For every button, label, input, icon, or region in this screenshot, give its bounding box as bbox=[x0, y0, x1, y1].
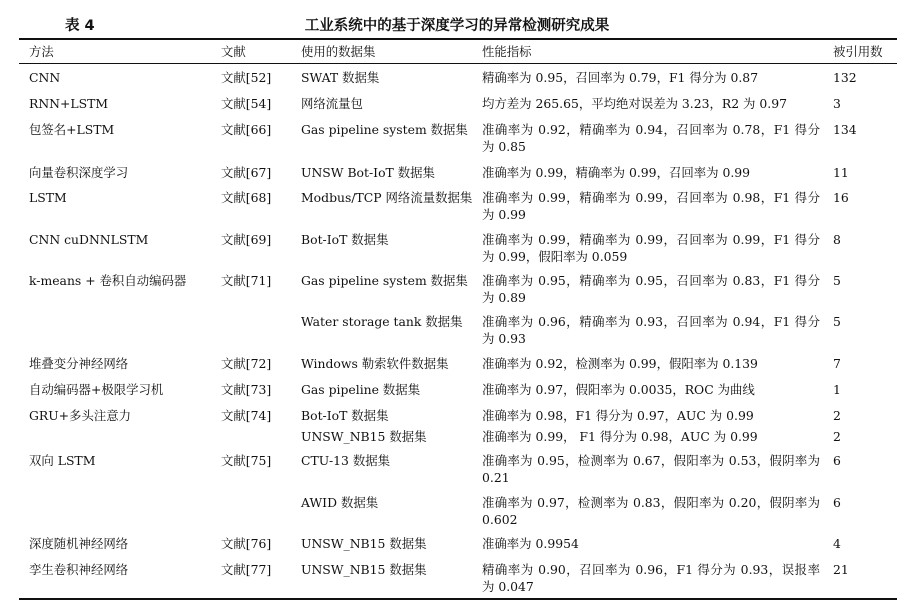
cell-method: RNN+LSTM bbox=[29, 96, 109, 111]
header-rule bbox=[19, 63, 897, 64]
cell-dataset: Windows 勒索软件数据集 bbox=[301, 356, 449, 371]
cell-metrics: 准确率为 0.99，精确率为 0.99，召回率为 0.99 bbox=[482, 165, 751, 180]
cell-reference: 文献[75] bbox=[221, 453, 272, 468]
cell-reference: 文献[74] bbox=[221, 408, 272, 423]
cell-dataset: UNSW Bot-IoT 数据集 bbox=[301, 165, 435, 180]
cell-citations: 4 bbox=[833, 536, 841, 551]
cell-metrics: 准确率为 0.95，精确率为 0.95，召回率为 0.83，F1 得分为 0.89 bbox=[482, 273, 820, 305]
header-citations: 被引用数 bbox=[833, 44, 883, 59]
cell-reference: 文献[72] bbox=[221, 356, 272, 371]
cell-dataset: Bot-IoT 数据集 bbox=[301, 232, 389, 247]
cell-metrics: 准确率为 0.99， F1 得分为 0.98，AUC 为 0.99 bbox=[482, 429, 758, 444]
cell-dataset: Bot-IoT 数据集 bbox=[301, 408, 389, 423]
cell-dataset: Gas pipeline system 数据集 bbox=[301, 273, 468, 288]
cell-dataset: Gas pipeline system 数据集 bbox=[301, 122, 468, 137]
cell-dataset: Modbus/TCP 网络流量数据集 bbox=[301, 190, 473, 205]
cell-citations: 2 bbox=[833, 408, 841, 423]
cell-method: 自动编码器+极限学习机 bbox=[29, 382, 164, 397]
cell-metrics: 均方差为 265.65，平均绝对误差为 3.23，R2 为 0.97 bbox=[482, 96, 787, 111]
cell-reference: 文献[66] bbox=[221, 122, 272, 137]
table-title: 工业系统中的基于深度学习的异常检测研究成果 bbox=[304, 18, 610, 34]
cell-method: 向量卷积深度学习 bbox=[29, 165, 129, 180]
header-dataset: 使用的数据集 bbox=[301, 44, 376, 59]
cell-dataset: Water storage tank 数据集 bbox=[301, 314, 463, 329]
cell-method: 双向 LSTM bbox=[29, 453, 96, 468]
cell-method: 深度随机神经网络 bbox=[29, 536, 129, 551]
cell-citations: 6 bbox=[833, 495, 841, 510]
cell-method: 堆叠变分神经网络 bbox=[29, 356, 129, 371]
cell-reference: 文献[52] bbox=[221, 70, 272, 85]
cell-metrics: 准确率为 0.92，检测率为 0.99，假阳率为 0.139 bbox=[482, 356, 758, 371]
cell-metrics: 准确率为 0.9954 bbox=[482, 536, 579, 551]
cell-citations: 132 bbox=[833, 70, 857, 85]
table-caption bbox=[0, 14, 914, 36]
cell-citations: 134 bbox=[833, 122, 857, 137]
cell-dataset: UNSW_NB15 数据集 bbox=[301, 562, 427, 577]
top-rule bbox=[19, 38, 897, 40]
cell-metrics: 准确率为 0.99，精确率为 0.99，召回率为 0.98，F1 得分为 0.99 bbox=[482, 190, 820, 222]
cell-reference: 文献[73] bbox=[221, 382, 272, 397]
cell-citations: 5 bbox=[833, 314, 841, 329]
cell-metrics: 准确率为 0.96，精确率为 0.93，召回率为 0.94，F1 得分为 0.93 bbox=[482, 314, 820, 346]
cell-citations: 6 bbox=[833, 453, 841, 468]
cell-reference: 文献[54] bbox=[221, 96, 272, 111]
cell-citations: 11 bbox=[833, 165, 849, 180]
cell-method: k-means + 卷积自动编码器 bbox=[29, 273, 187, 288]
cell-metrics: 准确率为 0.98，F1 得分为 0.97，AUC 为 0.99 bbox=[482, 408, 754, 423]
cell-metrics: 准确率为 0.97，检测率为 0.83，假阳率为 0.20，假阴率为 0.602 bbox=[482, 495, 820, 527]
cell-dataset: 网络流量包 bbox=[301, 96, 363, 111]
cell-metrics: 准确率为 0.92，精确率为 0.94，召回率为 0.78，F1 得分为 0.85 bbox=[482, 122, 820, 154]
cell-dataset: CTU-13 数据集 bbox=[301, 453, 391, 468]
cell-method: LSTM bbox=[29, 190, 67, 205]
table-label: 表 4 bbox=[65, 18, 95, 34]
cell-metrics: 准确率为 0.97，假阳率为 0.0035，ROC 为曲线 bbox=[482, 382, 755, 397]
cell-metrics: 准确率为 0.99，精确率为 0.99，召回率为 0.99，F1 得分为 0.99，假阳率为 0.059 bbox=[482, 232, 820, 264]
cell-citations: 21 bbox=[833, 562, 849, 577]
cell-citations: 5 bbox=[833, 273, 841, 288]
cell-dataset: SWAT 数据集 bbox=[301, 70, 380, 85]
header-reference: 文献 bbox=[221, 44, 246, 59]
cell-reference: 文献[76] bbox=[221, 536, 272, 551]
cell-method: 孪生卷积神经网络 bbox=[29, 562, 129, 577]
cell-citations: 8 bbox=[833, 232, 841, 247]
cell-reference: 文献[68] bbox=[221, 190, 272, 205]
cell-reference: 文献[67] bbox=[221, 165, 272, 180]
cell-method: CNN bbox=[29, 70, 61, 85]
cell-dataset: UNSW_NB15 数据集 bbox=[301, 429, 427, 444]
cell-method: CNN cuDNNLSTM bbox=[29, 232, 149, 247]
cell-reference: 文献[71] bbox=[221, 273, 272, 288]
cell-citations: 7 bbox=[833, 356, 841, 371]
cell-dataset: AWID 数据集 bbox=[301, 495, 379, 510]
cell-citations: 2 bbox=[833, 429, 841, 444]
cell-citations: 3 bbox=[833, 96, 841, 111]
cell-dataset: Gas pipeline 数据集 bbox=[301, 382, 421, 397]
cell-metrics: 准确率为 0.95，检测率为 0.67，假阳率为 0.53，假阴率为 0.21 bbox=[482, 453, 820, 485]
cell-metrics: 精确率为 0.95，召回率为 0.79，F1 得分为 0.87 bbox=[482, 70, 759, 85]
header-method: 方法 bbox=[29, 44, 54, 59]
bottom-rule bbox=[19, 598, 897, 600]
cell-method: 包签名+LSTM bbox=[29, 122, 115, 137]
cell-dataset: UNSW_NB15 数据集 bbox=[301, 536, 427, 551]
header-metrics: 性能指标 bbox=[482, 44, 532, 59]
cell-metrics: 精确率为 0.90，召回率为 0.96，F1 得分为 0.93，误报率为 0.047 bbox=[482, 562, 820, 594]
cell-method: GRU+多头注意力 bbox=[29, 408, 132, 423]
cell-reference: 文献[77] bbox=[221, 562, 272, 577]
cell-citations: 16 bbox=[833, 190, 849, 205]
cell-reference: 文献[69] bbox=[221, 232, 272, 247]
cell-citations: 1 bbox=[833, 382, 841, 397]
